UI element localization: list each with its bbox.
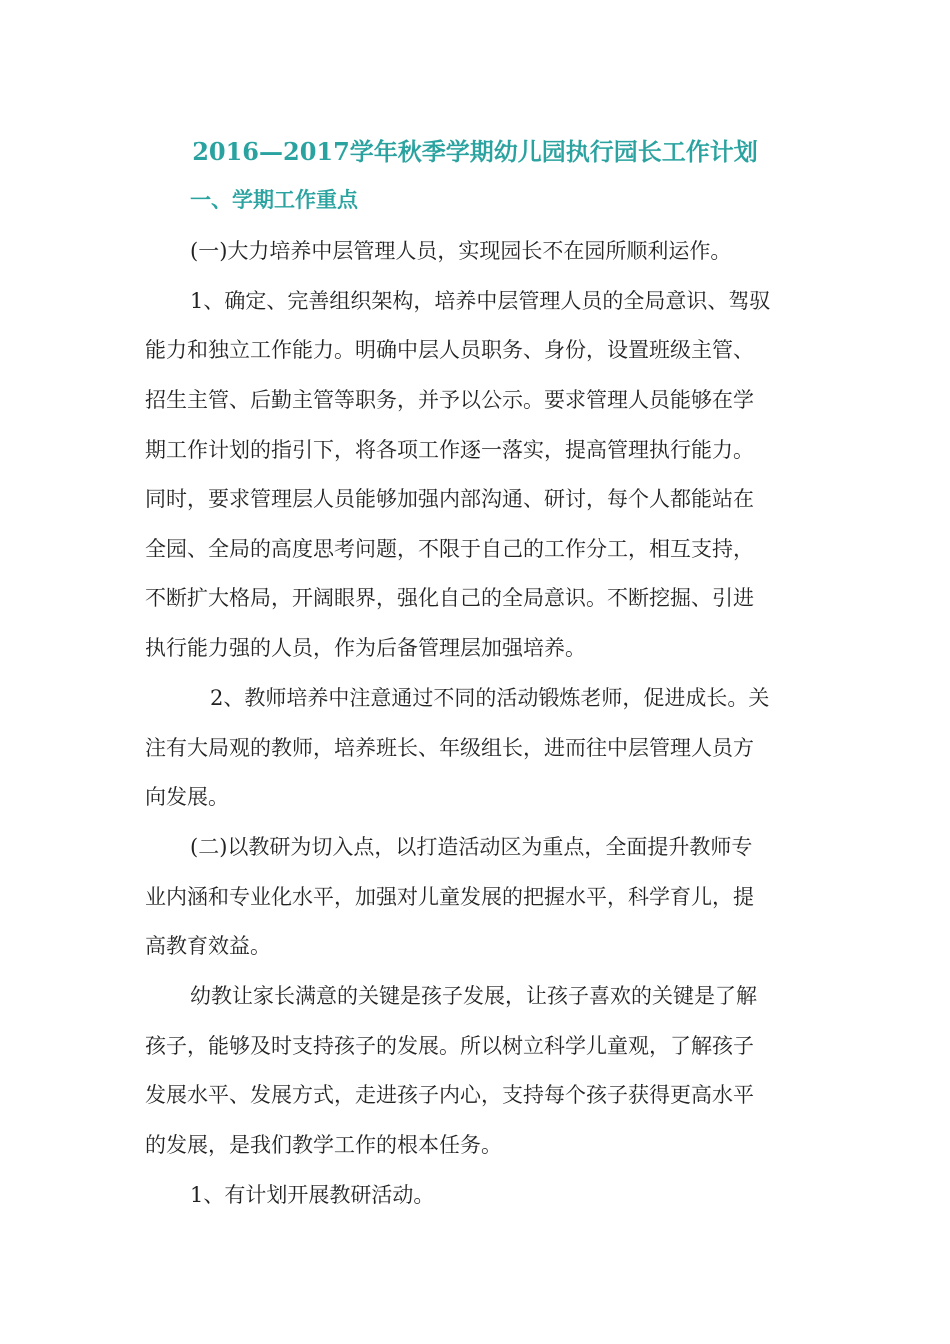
paragraph-line: (二)以教研为切入点，以打造活动区为重点，全面提升教师专 xyxy=(190,835,753,859)
paragraph-line: 执行能力强的人员，作为后备管理层加强培养。 xyxy=(145,636,586,660)
paragraph-line: 同时，要求管理层人员能够加强内部沟通、研讨，每个人都能站在 xyxy=(145,487,754,511)
paragraph-line: 高教育效益。 xyxy=(145,934,271,958)
paragraph-line: (一)大力培养中层管理人员，实现园长不在园所顺利运作。 xyxy=(190,239,732,263)
paragraph-line: 能力和独立工作能力。明确中层人员职务、身份，设置班级主管、 xyxy=(145,338,754,362)
section-heading: 一、学期工作重点 xyxy=(190,188,358,212)
paragraph-line: 招生主管、后勤主管等职务，并予以公示。要求管理人员能够在学 xyxy=(145,388,754,412)
paragraph-line: 1、有计划开展教研活动。 xyxy=(190,1183,435,1207)
paragraph-line: 的发展，是我们教学工作的根本任务。 xyxy=(145,1133,502,1157)
paragraph-line: 1、确定、完善组织架构，培养中层管理人员的全局意识、驾驭 xyxy=(190,289,771,313)
paragraph-line: 不断扩大格局，开阔眼界，强化自己的全局意识。不断挖掘、引进 xyxy=(145,586,754,610)
paragraph-line: 注有大局观的教师，培养班长、年级组长，进而往中层管理人员方 xyxy=(145,736,754,760)
paragraph-line: 向发展。 xyxy=(145,785,229,809)
paragraph-line: 孩子，能够及时支持孩子的发展。所以树立科学儿童观，了解孩子 xyxy=(145,1034,754,1058)
paragraph-line: 期工作计划的指引下，将各项工作逐一落实，提高管理执行能力。 xyxy=(145,438,754,462)
paragraph-line: 业内涵和专业化水平，加强对儿童发展的把握水平，科学育儿，提 xyxy=(145,885,754,909)
paragraph-line: 幼教让家长满意的关键是孩子发展，让孩子喜欢的关键是了解 xyxy=(190,984,757,1008)
paragraph-line: 全园、全局的高度思考问题，不限于自己的工作分工，相互支持， xyxy=(145,537,754,561)
document-title: 2016—2017学年秋季学期幼儿园执行园长工作计划 xyxy=(192,137,758,166)
paragraph-line: 发展水平、发展方式，走进孩子内心，支持每个孩子获得更高水平 xyxy=(145,1083,754,1107)
paragraph-line: 2、教师培养中注意通过不同的活动锻炼老师，促进成长。关 xyxy=(210,686,770,710)
